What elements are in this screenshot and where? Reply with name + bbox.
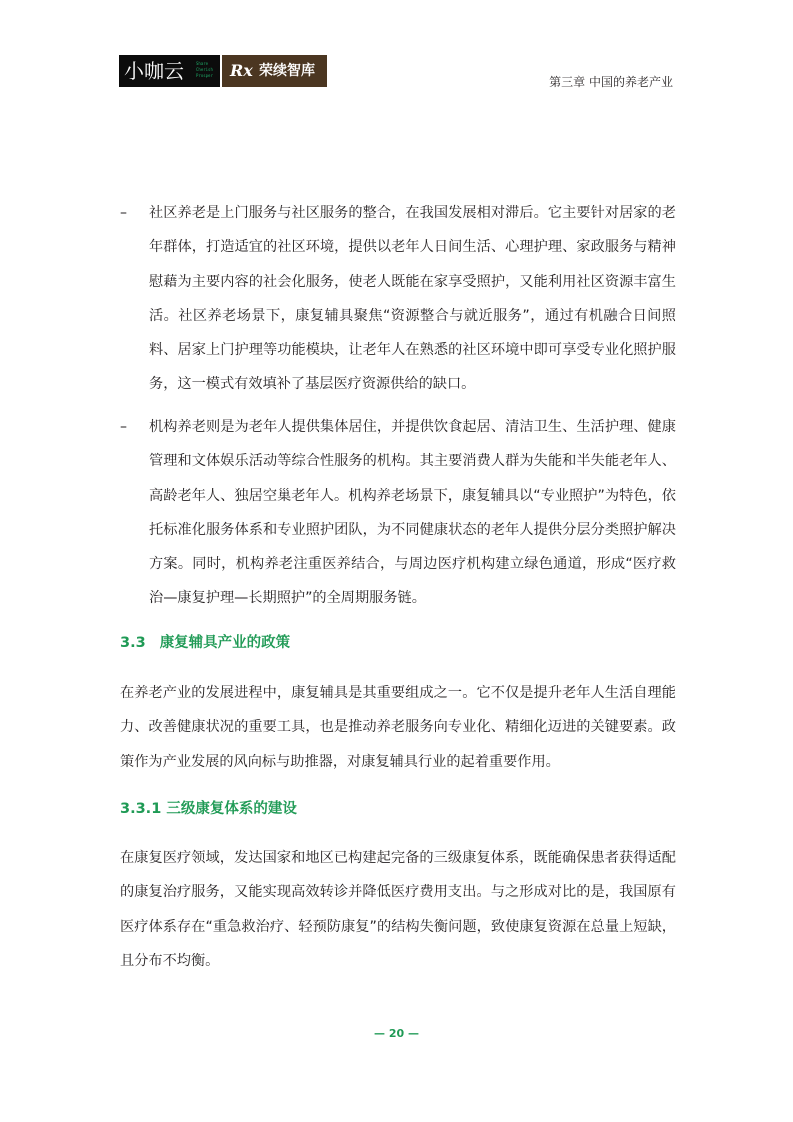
section-number: 3.3	[120, 635, 146, 651]
bullet-text: 社区养老是上门服务与社区服务的整合，在我国发展相对滞后。它主要针对居家的老年群体，打造适宜的社区环境，提供以老年人日间生活、心理护理、家政服务与精神慰藉为主要内容的社会化服务，使老人既能在家享受照护，又能利用社区资源丰富生活。社区养老场景下，康复辅具聚焦“资源整合与就近服务”，通过有机融合日间照料、居家上门护理等功能模块，让老年人在熟悉的社区环境中即可享受专业化照护服务，这一模式有效填补了基层医疗资源供给的缺口。	[149, 205, 676, 393]
bullet-item-community	[120, 196, 676, 402]
logo-rongxu-text: 荣续智库	[259, 63, 315, 79]
bullet-dash: –	[120, 419, 127, 435]
bullet-item-institution	[120, 410, 676, 616]
section-paragraph: 在养老产业的发展进程中，康复辅具是其重要组成之一。它不仅是提升老年人生活自理能力、改善健康状况的重要工具，也是推动养老服务向专业化、精细化迈进的关键要素。政策作为产业发展的风向标与助推器，对康复辅具行业的起着重要作用。	[120, 685, 676, 770]
logo-xiaokayun	[119, 55, 220, 87]
logo-rongxu	[222, 55, 327, 87]
logo-rx-mark: Rx	[230, 61, 253, 80]
section-heading	[120, 630, 290, 656]
section-title: 康复辅具产业的政策	[159, 635, 291, 651]
subsection-heading: 3.3.1 三级康复体系的建设	[120, 801, 297, 817]
bullet-dash: –	[120, 205, 127, 221]
logo-xiaokayun-text: 小咖云	[124, 59, 184, 83]
chapter-title: 第三章 中国的养老产业	[549, 75, 673, 89]
bullet-text: 机构养老则是为老年人提供集体居住，并提供饮食起居、清洁卫生、生活护理、健康管理和文体娱乐活动等综合性服务的机构。其主要消费人群为失能和半失能老年人、高龄老年人、独居空巢老年人。机构养老场景下，康复辅具以“专业照护”为特色，依托标准化服务体系和专业照护团队，为不同健康状态的老年人提供分层分类照护解决方案。同时，机构养老注重医养结合，与周边医疗机构建立绿色通道，形成“医疗救治—康复护理—长期照护”的全周期服务链。	[149, 419, 676, 607]
subsection-paragraph: 在康复医疗领域，发达国家和地区已构建起完备的三级康复体系，既能确保患者获得适配的康复治疗服务，又能实现高效转诊并降低医疗费用支出。与之形成对比的是，我国原有医疗体系存在“重急救治疗、轻预防康复”的结构失衡问题，致使康复资源在总量上短缺，且分布不均衡。	[120, 850, 676, 969]
logo-xiaokayun-tagline: Share Cherish Prosper	[196, 61, 213, 78]
page-number: — 20 —	[374, 1027, 419, 1040]
